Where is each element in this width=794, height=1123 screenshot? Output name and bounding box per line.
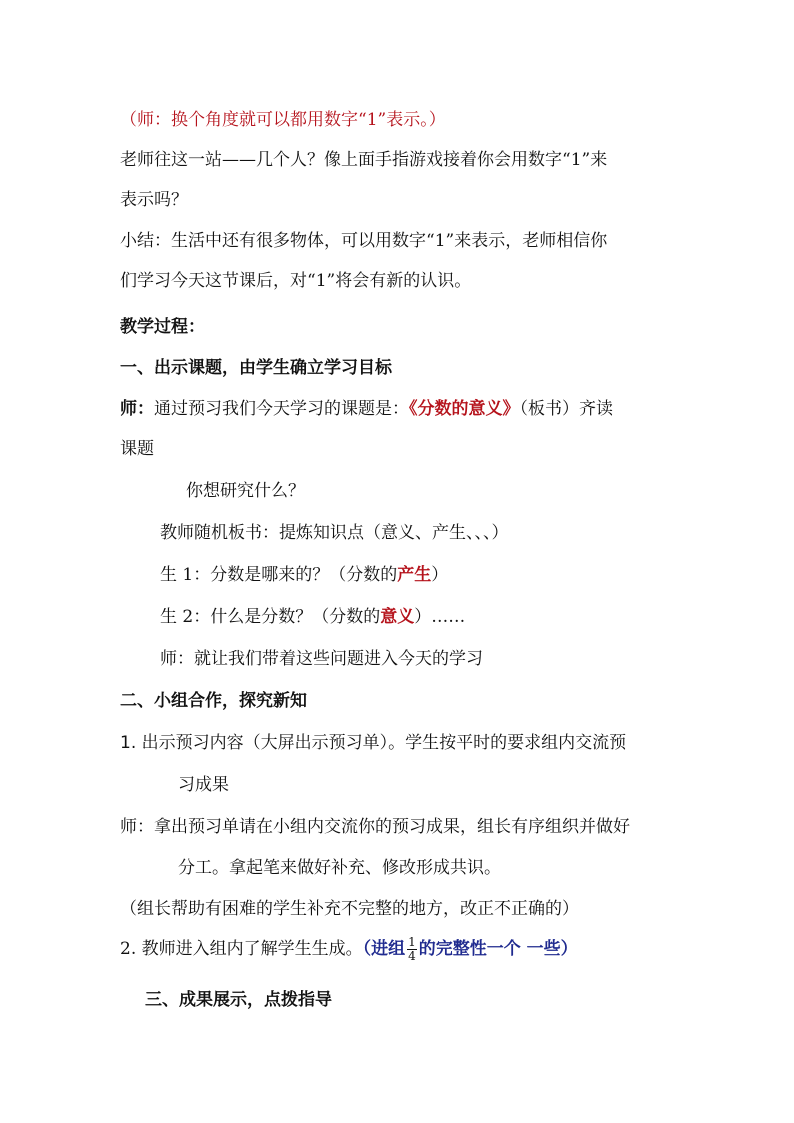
section-heading: 一、出示课题，由学生确立学习目标	[120, 358, 392, 378]
text-span: ）	[431, 565, 449, 585]
text-span: 生 2：什么是分数？（分数的	[160, 607, 381, 627]
paragraph-line	[160, 606, 465, 628]
fraction-denominator: 4	[408, 949, 416, 963]
summary-line: 们学习今天这节课后，对“1”将会有新的认识。	[120, 271, 472, 291]
summary-line: 小结：生活中还有很多物体，可以用数字“1”来表示，老师相信你	[120, 231, 608, 251]
text-span: 通过预习我们今天学习的课题是：	[154, 399, 409, 419]
fraction	[407, 936, 417, 963]
speaker-label: 师：	[120, 399, 154, 419]
paragraph-line: 师：拿出预习单请在小组内交流你的预习成果，组长有序组织并做好	[120, 817, 630, 837]
fraction-numerator: 1	[408, 935, 416, 949]
paragraph-line: 老师往这一站——几个人？像上面手指游戏接着你会用数字“1”来	[120, 150, 608, 170]
text-span: 2. 教师进入组内了解学生生成。	[120, 939, 363, 959]
section-heading: 三、成果展示，点拨指导	[145, 990, 332, 1010]
paragraph-line: 教师随机板书：提炼知识点（意义、产生、、、）	[160, 523, 509, 543]
teacher-note-line: （师：换个角度就可以都用数字“1”表示。）	[120, 110, 446, 130]
paragraph-line: 分工。拿起笔来做好补充、修改形成共识。	[178, 858, 501, 878]
lesson-title: 《分数的意义》	[409, 399, 520, 419]
text-span: ）……	[414, 607, 466, 627]
paragraph-line	[120, 936, 578, 963]
paragraph-line: 你想研究什么？	[186, 481, 305, 501]
section-heading: 教学过程：	[120, 317, 205, 337]
highlight-note: （进组	[362, 939, 406, 959]
text-span: （板书）齐读	[519, 399, 613, 419]
paragraph-line	[160, 564, 448, 586]
paragraph-line: （组长帮助有困难的学生补充不完整的地方，改正不正确的）	[120, 899, 579, 919]
highlight-term: 产生	[397, 565, 432, 585]
text-span: 生 1：分数是哪来的？（分数的	[160, 565, 398, 585]
paragraph-line: 1. 出示预习内容（大屏出示预习单）。学生按平时的要求组内交流预	[120, 733, 627, 753]
paragraph-line	[120, 398, 613, 420]
highlight-note: 的完整性一个 一些）	[418, 939, 578, 959]
paragraph-line: 课题	[120, 439, 154, 459]
highlight-term: 意义	[380, 607, 415, 627]
paragraph-line: 习成果	[178, 775, 229, 795]
paragraph-line: 表示吗？	[120, 190, 188, 210]
section-heading: 二、小组合作，探究新知	[120, 691, 307, 711]
paragraph-line: 师：就让我们带着这些问题进入今天的学习	[160, 649, 483, 669]
